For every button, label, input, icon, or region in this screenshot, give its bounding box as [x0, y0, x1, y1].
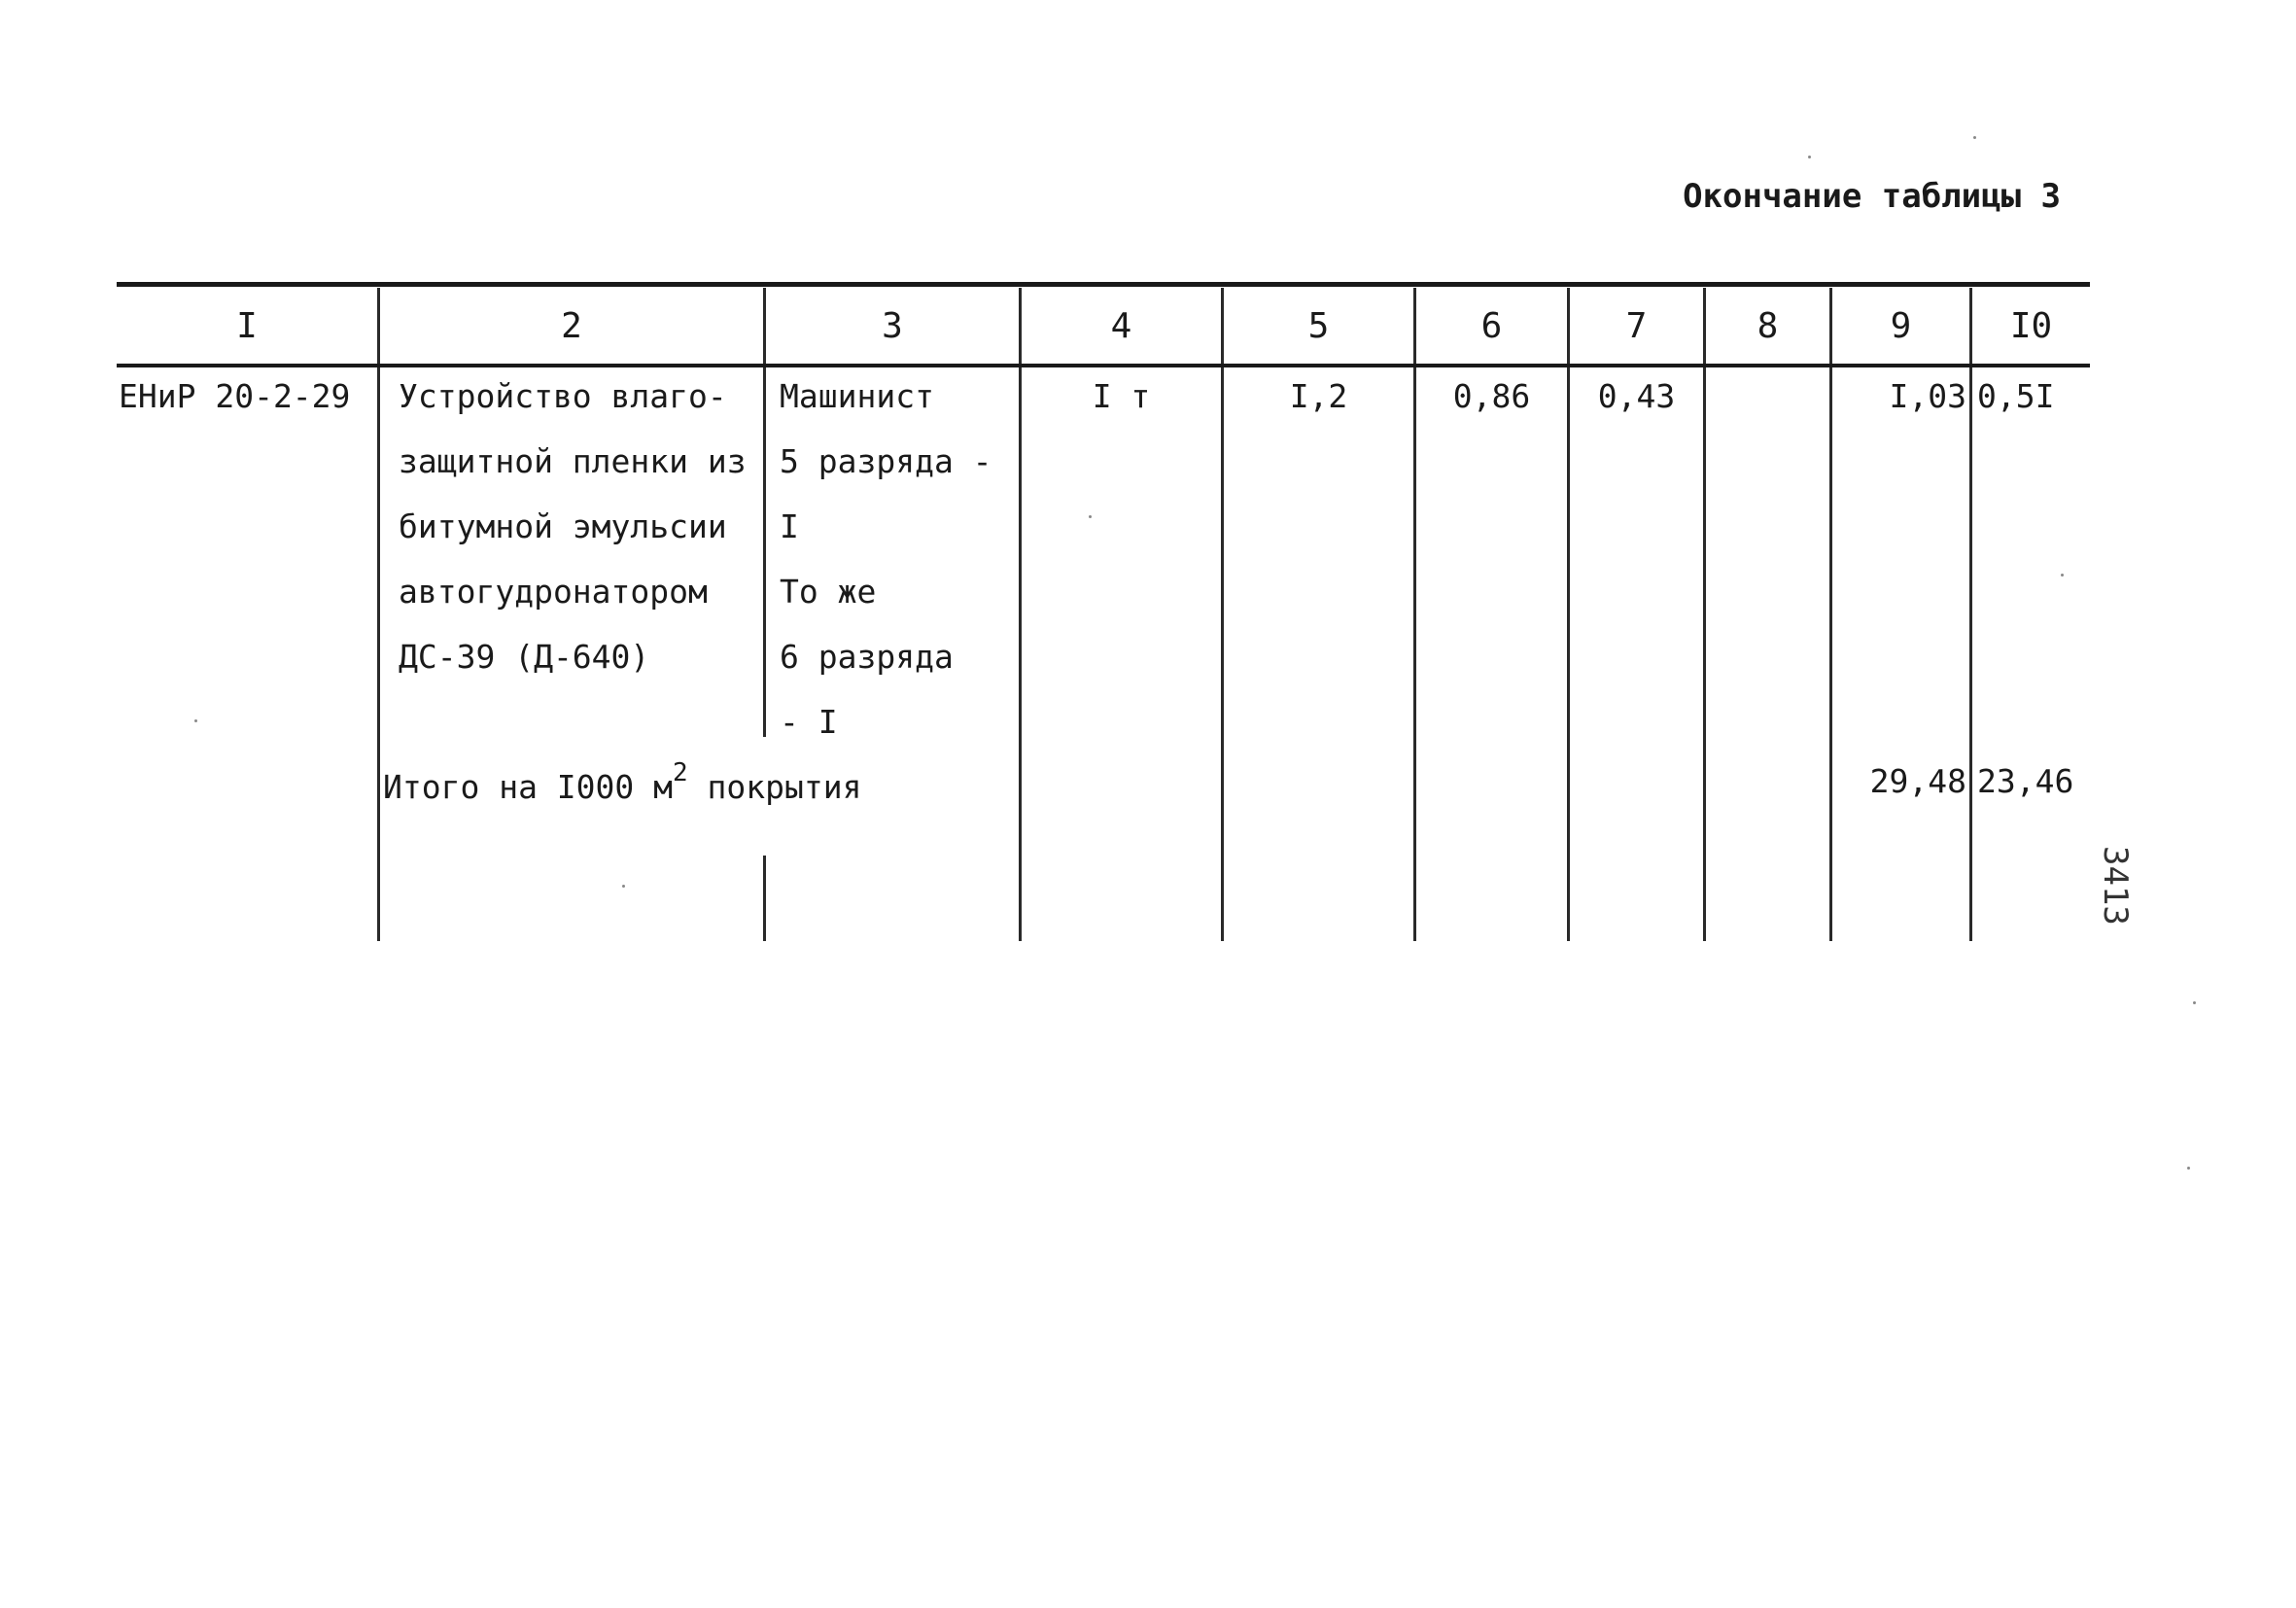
crew-line: То же	[780, 573, 877, 611]
column-divider	[1829, 367, 1832, 941]
header-cell: 2	[561, 306, 582, 346]
page-number-mark: 3413	[2096, 846, 2135, 926]
scan-speck	[2193, 1001, 2196, 1004]
header-cell: 8	[1757, 306, 1779, 346]
unit-cell: I т	[1092, 377, 1151, 415]
scan-speck	[194, 719, 197, 722]
value-cell: 0,86	[1452, 377, 1531, 415]
description-line: автогудронатором	[399, 573, 708, 611]
column-divider	[763, 856, 766, 941]
norm-code: ЕНиР 20-2-29	[119, 377, 351, 415]
scan-speck	[2187, 1167, 2190, 1170]
total-label	[383, 754, 861, 823]
table-top-rule	[117, 282, 2090, 287]
header-cell: 7	[1625, 306, 1648, 346]
description-line: битумной эмульсии	[399, 507, 727, 545]
scan-speck	[2061, 574, 2064, 577]
description-line: ДС-39 (Д-640)	[399, 638, 650, 676]
description-line: защитной пленки из	[399, 442, 747, 480]
header-cell: 9	[1890, 306, 1912, 346]
scan-speck	[1089, 515, 1092, 518]
column-divider	[1969, 367, 1972, 941]
column-divider	[1703, 367, 1706, 941]
header-cell: I	[236, 306, 258, 346]
header-cell: I0	[2009, 306, 2053, 346]
column-divider	[1413, 367, 1416, 941]
total-label-superscript: 2	[673, 758, 688, 787]
value-cell: I,03	[1889, 377, 1966, 415]
scan-speck	[622, 885, 625, 888]
total-value: 29,48	[1869, 762, 1966, 800]
scan-speck	[1973, 136, 1976, 139]
total-label-suffix: покрытия	[687, 768, 862, 806]
scan-speck	[1808, 156, 1811, 158]
header-cell: 5	[1307, 306, 1330, 346]
column-divider	[763, 367, 766, 737]
value-cell: 0,43	[1597, 377, 1676, 415]
description-line: Устройство влаго-	[399, 377, 727, 415]
table-caption: Окончание таблицы 3	[1683, 177, 2061, 216]
crew-line: Машинист	[780, 377, 934, 415]
value-cell: 0,5I	[1977, 377, 2055, 415]
column-divider	[1221, 367, 1224, 941]
value-cell: I,2	[1289, 377, 1348, 415]
column-divider	[1567, 367, 1570, 941]
crew-line: - I	[780, 703, 838, 741]
column-divider	[1019, 367, 1022, 941]
header-cell: 6	[1480, 306, 1503, 346]
total-label-text: Итого на I000 м	[383, 768, 674, 806]
crew-line: 5 разряда -	[780, 442, 992, 480]
crew-line: I	[780, 507, 799, 545]
column-divider	[377, 367, 380, 941]
total-value: 23,46	[1977, 762, 2074, 800]
header-cell: 4	[1110, 306, 1132, 346]
crew-line: 6 разряда	[780, 638, 954, 676]
header-cell: 3	[882, 306, 903, 346]
